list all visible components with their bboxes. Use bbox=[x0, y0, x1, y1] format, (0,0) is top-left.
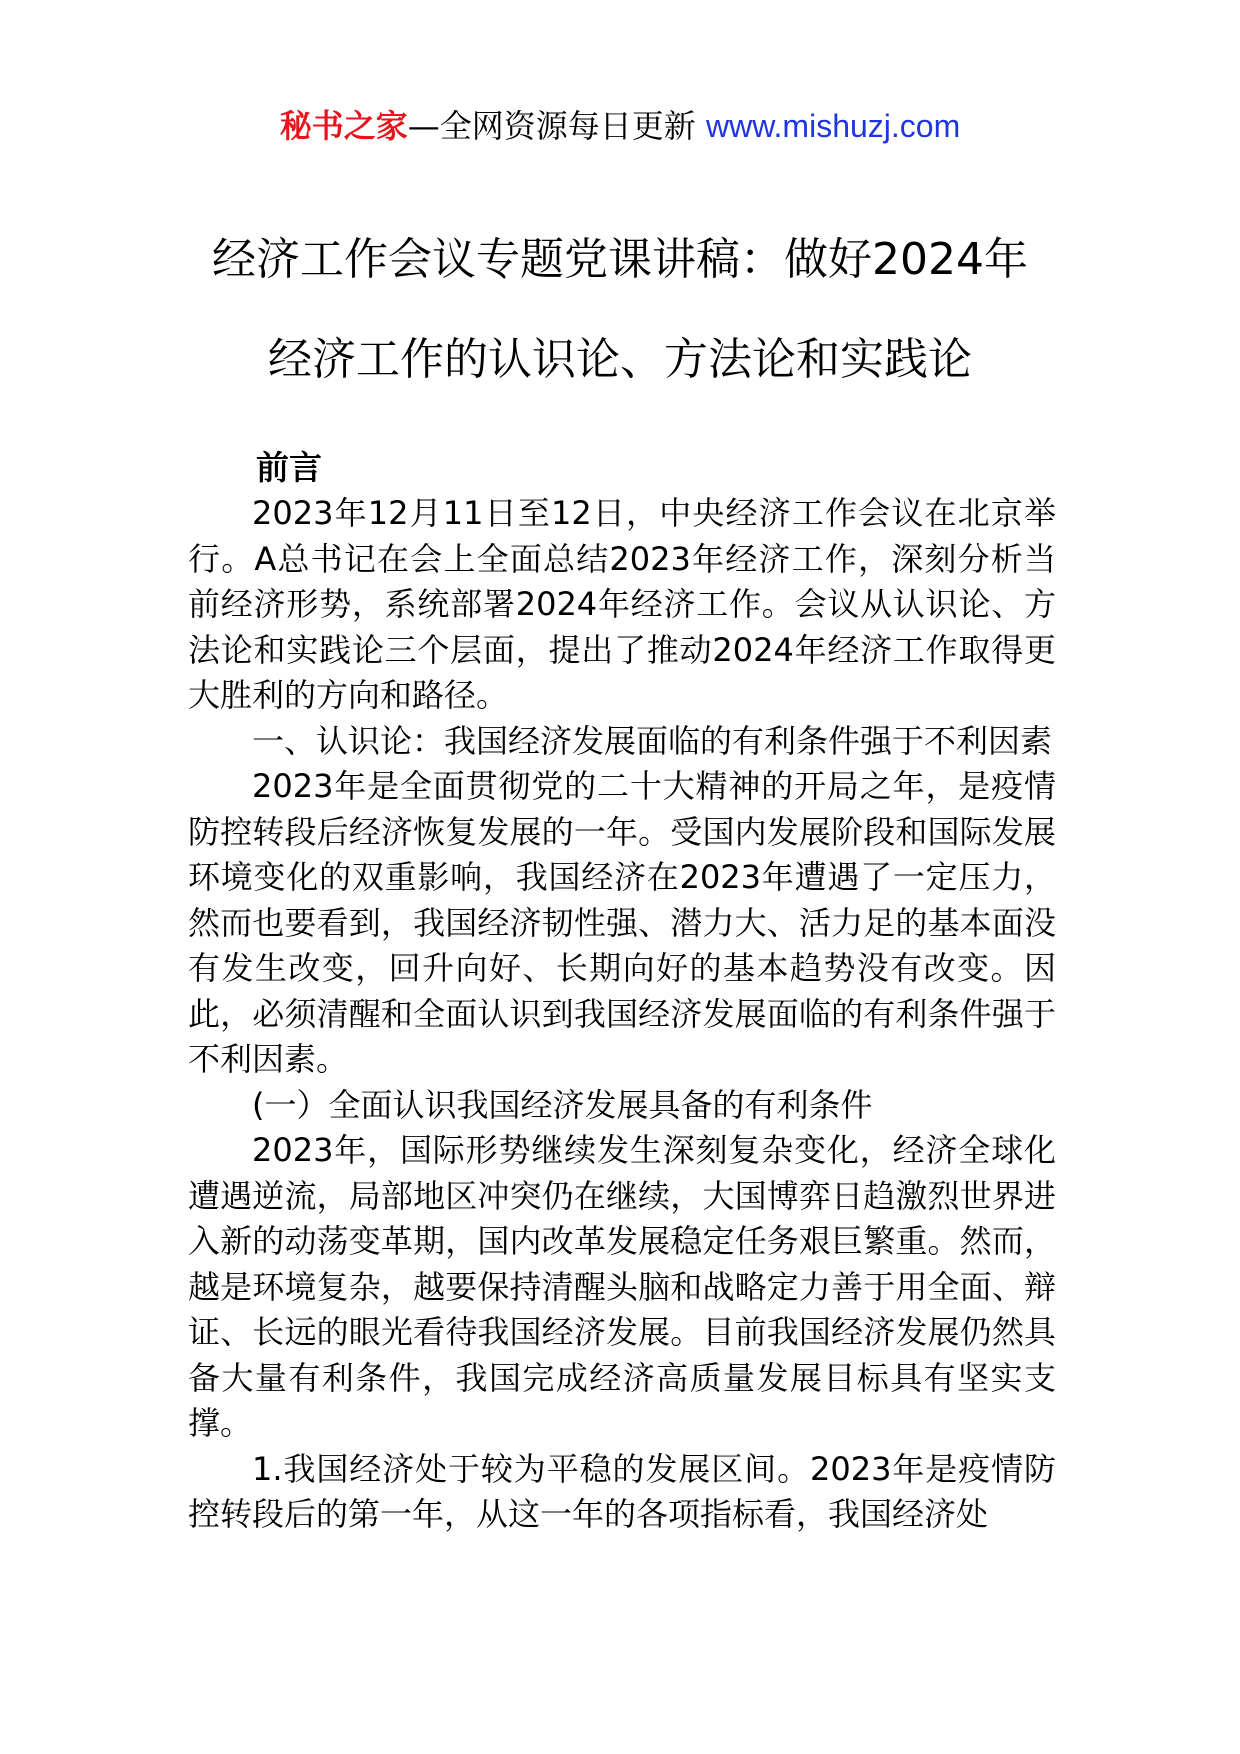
paragraph-intro: 2023年12月11日至12日，中央经济工作会议在北京举行。A总书记在会上全面总结2023年经济工作，深刻分析当前经济形势，系统部署2024年经济工作。会议从认识论、方法论和实践论三个层面，提出了推动2024年经济工作取得更大胜利的方向和路径。 bbox=[188, 494, 1056, 714]
website-link[interactable]: www.mishuzj.com bbox=[705, 108, 961, 144]
title-line-2: 经济工作的认识论、方法论和实践论 bbox=[268, 334, 972, 385]
title-line-1: 经济工作会议专题党课讲稿：做好2024年 bbox=[212, 234, 1028, 285]
document-body bbox=[188, 445, 1056, 1538]
preface-heading: 前言 bbox=[256, 448, 322, 487]
header-slogan: —全网资源每日更新 bbox=[407, 107, 706, 145]
paragraph-point-1: 1.我国经济处于较为平稳的发展区间。2023年是疫情防控转段后的第一年，从这一年的各项指标看，我国经济处 bbox=[188, 1449, 1056, 1533]
brand-name: 秘书之家 bbox=[279, 107, 408, 145]
document-title bbox=[120, 210, 1120, 410]
page-header bbox=[0, 98, 1240, 154]
subsection-heading-favorable-conditions: (一）全面认识我国经济发展具备的有利条件 bbox=[252, 1085, 873, 1124]
paragraph-international-situation: 2023年，国际形势继续发生深刻复杂变化，经济全球化遭遇逆流，局部地区冲突仍在继续，大国博弈日趋激烈世界进入新的动荡变革期，国内改革发展稳定任务艰巨繁重。然而，越是环境复杂，越要保持清醒头脑和战略定力善于用全面、辩证、长远的眼光看待我国经济发展。目前我国经济发展仍然具备大量有利条件，我国完成经济高质量发展目标具有坚实支撑。 bbox=[188, 1131, 1056, 1442]
paragraph-2023-overview: 2023年是全面贯彻党的二十大精神的开局之年，是疫情防控转段后经济恢复发展的一年。受国内发展阶段和国际发展环境变化的双重影响，我国经济在2023年遭遇了一定压力，然而也要看到，我国经济韧性强、潜力大、活力足的基本面没有发生改变，回升向好、长期向好的基本趋势没有改变。因此，必须清醒和全面认识到我国经济发展面临的有利条件强于不利因素。 bbox=[188, 767, 1056, 1078]
section-heading-epistemology: 一、认识论：我国经济发展面临的有利条件强于不利因素 bbox=[252, 721, 1053, 760]
